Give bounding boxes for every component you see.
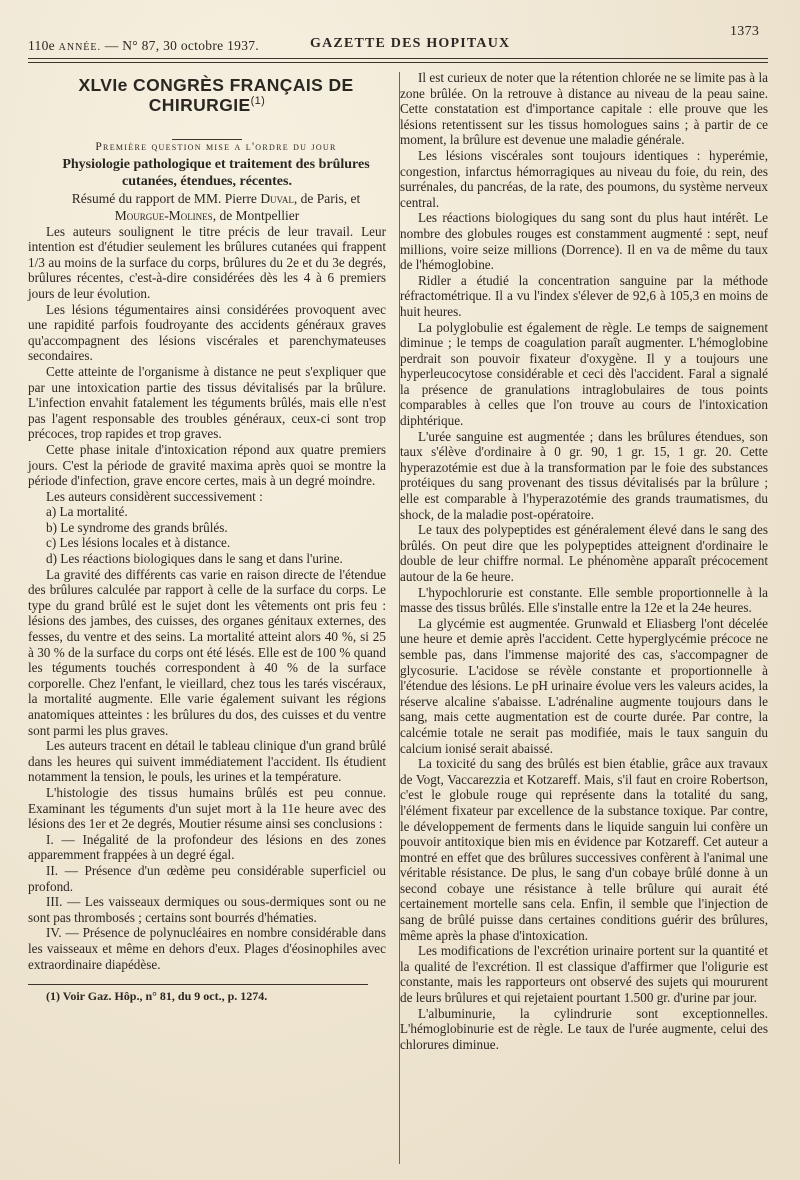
paragraph: IV. — Présence de polynucléaires en nombre considérable dans les vaisseaux et même en dehors d'eux. Plages d'éosinophiles avec extraordinaire diapédèse. xyxy=(28,925,386,972)
page-header xyxy=(28,24,768,56)
list-item: c) Les lésions locales et à distance. xyxy=(46,535,231,551)
question-heading: Première question mise a l'ordre du jour xyxy=(95,141,337,154)
paragraph: Les auteurs soulignent le titre précis de leur travail. Leur intention est d'étudier seulement les brûlures cutanées qui frappent 1/3 au moins de la surface du corps, brûlures du 2e et du 3e degrés, brûlures récentes, c'est-à-dire considérées dès les 4 à 6 premiers jours de leur évolution. xyxy=(28,223,386,301)
issue-info xyxy=(28,38,259,54)
header-rule xyxy=(28,58,768,59)
right-column xyxy=(400,70,768,1052)
topic-heading: Physiologie pathologique et traitement des brûlures cutanées, étendues, récentes. xyxy=(62,156,370,189)
paragraph: Les lésions viscérales sont toujours identiques : hyperémie, congestion, infarctus hémorragiques au niveau du foie, du rein, des surrénales, du pancréas, de la rate, des poumons, du système nerveux central. xyxy=(400,147,768,210)
left-body-intro xyxy=(28,224,386,505)
left-column xyxy=(28,75,386,1005)
paragraph: La polyglobulie est également de règle. Le temps de saignement diminue ; le temps de coagulation paraît augmenter. L'hémoglobine perdrait son pouvoir fixateur d'oxygène. Il y a toujours une hyperleucocytose considérable et ceci dès l'accident. Faral a signalé la présence de granulations intraglobulaires de tous points comparables à celles que l'on trouve au cours de l'intoxication diphtérique. xyxy=(400,319,768,429)
page-number: 1373 xyxy=(730,24,760,39)
paragraph: L'urée sanguine est augmentée ; dans les brûlures étendues, son taux s'élève d'ordinaire à 0 gr. 90, 1 gr. 15, 1 gr. 20. Cette hyperazotémie est due à la transformation par le foie des substances protéiques du sang provenant des tissus dévitalisés par la brûlure ; elle est comparable à l'hyperazotémie des grands traumatismes, du shock, de la maladie post-opératoire. xyxy=(400,428,768,522)
year-label: ANNÉE. xyxy=(58,42,102,53)
topics-list xyxy=(28,504,386,566)
paragraph: L'albuminurie, la cylindrurie sont exceptionnelles. L'hémoglobinurie est de règle. Le taux de l'urée augmente, celui des chlorures diminue. xyxy=(400,1005,768,1052)
list-item: d) Les réactions biologiques dans le sang et dans l'urine. xyxy=(46,551,343,567)
left-body-main xyxy=(28,567,386,972)
report-summary-line: Résumé du rapport de MM. Pierre Duval, de Paris, et Mourgue-Molines, de Montpellier xyxy=(71,190,361,223)
footnote: (1) Voir Gaz. Hôp., n° 81, du 9 oct., p. 1274. xyxy=(46,989,268,1004)
paragraph: L'histologie des tissus humains brûlés est peu connue. Examinant les téguments d'un sujet mort à la 11e heure avec des lésions des 1er et 2e degrés, Moutier résume ainsi ses conclusions : xyxy=(28,784,386,832)
paragraph: Les modifications de l'excrétion urinaire portent sur la quantité et la qualité de l'excrétion. Il est classique d'affirmer que l'oligurie est constante, mais les rapporteurs ont observé des sujets qui moururent de leurs brûlures et qui rejetaient pourtant 1.500 gr. d'urine par jour. xyxy=(400,943,768,1006)
paragraph: Les lésions tégumentaires ainsi considérées provoquent avec une rapidité parfois foudroyante des accidents généraux graves qu'accompagnent des lésions viscérales et parenchymateuses secondaires. xyxy=(28,301,386,364)
article-title: XLVIe CONGRÈS FRANÇAIS DE CHIRURGIE$^{(1)}$ xyxy=(78,75,354,115)
paragraph: Les auteurs tracent en détail le tableau clinique d'un grand brûlé dans les heures qui suivent immédiatement l'accident. Ils étudient notamment la tension, le pouls, les urines et la température. xyxy=(28,738,386,785)
paragraph: Les auteurs considèrent successivement : xyxy=(46,488,263,504)
paragraph: II. — Présence d'un œdème peu considérable superficiel ou profond. xyxy=(28,862,386,894)
list-item: b) Le syndrome des grands brûlés. xyxy=(46,519,228,535)
issue-date: — N° 87, 30 octobre 1937. xyxy=(104,38,259,53)
paragraph: Il est curieux de noter que la rétention chlorée ne se limite pas à la zone brûlée. On la retrouve à distance au niveau de la peau saine. Cette constatation est d'importance capitale : elle prouve que les lésions retentissent sur les tissus homologues sains ; à partir de ce moment, la brûlure est devenue une maladie générale. xyxy=(400,70,768,148)
paragraph: La toxicité du sang des brûlés est bien établie, grâce aux travaux de Vogt, Vaccarezzia et Kotzareff. Mais, s'il faut en croire Robertson, c'est le globule rouge qui représente dans la totalité du sang, l'élément fixateur par excellence de la substance toxique. Par contre, le développement de ferments dans le liquide sanguin lui confère un pouvoir antitoxique bien mis en évidence par Kotzareff. Cet auteur a montré en effet que des brûlures successives confèrent à l'animal une véritable résistance. De plus, le sang d'un cobaye brûlé donne à un second cobaye une résistance à telle brûlure qui aurait été certainement mortelle sans cela. Enfin, il semble que l'injection de sang de brûlé puisse dans certaines conditions guérir des brûlures, même après la phase d'intoxication. xyxy=(400,756,768,943)
author-name: Duval xyxy=(260,190,294,206)
paragraph: L'hypochlorurie est constante. Elle semble proportionnelle à la masse des tissus brûlés. Elle s'installe entre la 12e et la 24e heures. xyxy=(400,584,768,616)
paragraph: Cette phase initale d'intoxication répond aux quatre premiers jours. C'est la période de gravité maxima après quoi se montre la période d'infection, grave encore certes, mais à un degré moindre. xyxy=(28,441,386,489)
paragraph: Les réactions biologiques du sang sont du plus haut intérêt. Le nombre des globules rouges est constamment augmenté : sept, neuf millions, voire seize millions (Dorrence). Il en va de même du taux de l'hémoglobine. xyxy=(400,210,768,273)
author-name: Mourgue-Molines xyxy=(114,207,213,223)
title-footnote-ref: (1) xyxy=(250,94,266,107)
paragraph: Ridler a étudié la concentration sanguine par la méthode réfractométrique. Il a vu l'index s'élever de 92,6 à 105,3 en moins de huit heures. xyxy=(400,272,768,319)
paragraph: Le taux des polypeptides est généralement élevé dans le sang des brûlés. On peut dire que les polypeptides atteignent d'ordinaire le double de leur chiffre normal. Le phénomène apparaît précocement autour de la 6e heure. xyxy=(400,522,768,584)
year-number: 110e xyxy=(28,38,55,53)
paragraph: La glycémie est augmentée. Grunwald et Eliasberg l'ont décelée une heure et demie après l'accident. Cette hyperglycémie précoce ne semble pas, dans l'immense majorité des cas, s'accompagner de glycosurie. L'acidose se révèle constante et proportionnelle à l'étendue des lésions. Le pH urinaire évolue vers les valeurs acides, la réserve alcaline s'abaisse. L'adrénaline augmente toujours dans le sang, mais cette augmentation est de courte durée. Par contre, la calcémie totale ne serait pas modifiée, mais le taux sanguin du calcium ionisé serait abaissé. xyxy=(400,615,768,756)
paragraph: Cette atteinte de l'organisme à distance ne peut s'expliquer que par une intoxication partie des tissus dévitalisés par la brûlure. L'infection envahit fatalement les téguments brûlés, mais elle n'est pas l'agent responsable des troubles généraux, ceux-ci sont trop précoces, trop rapides et trop graves. xyxy=(28,363,386,442)
paragraph: I. — Inégalité de la profondeur des lésions en des zones apparemment frappées à un degré égal. xyxy=(28,831,386,863)
paragraph: III. — Les vaisseaux dermiques ou sous-dermiques sont ou ne sont pas thrombosés ; certains sont bourrés d'hématies. xyxy=(28,894,386,925)
footnote-rule xyxy=(28,984,368,985)
paragraph: La gravité des différents cas varie en raison directe de l'étendue des brûlures calculée par rapport à celle de la surface du corps. Le type du grand brûlé est le sujet dont les vêtements ont pris feu : lésions des jambes, des cuisses, des organes génitaux externes, des fesses, du ventre et des seins. La mortalité atteint alors 40 %, si 25 à 30 % de la surface du corps ont été lésés. Elle est de 100 % quand les téguments touchés correspondent à 40 % de la surface corporelle. Chez l'enfant, le vieillard, chez tous les tarés viscéraux, la mortalité augmente. Elle varie également suivant les régions anatomiques atteintes : les brûlures du dos, des cuisses et du ventre sont parmi les plus graves. xyxy=(28,566,386,738)
list-item: a) La mortalité. xyxy=(46,504,128,520)
journal-name: GAZETTE DES HOPITAUX xyxy=(310,36,511,51)
header-rule-thin xyxy=(28,62,768,63)
